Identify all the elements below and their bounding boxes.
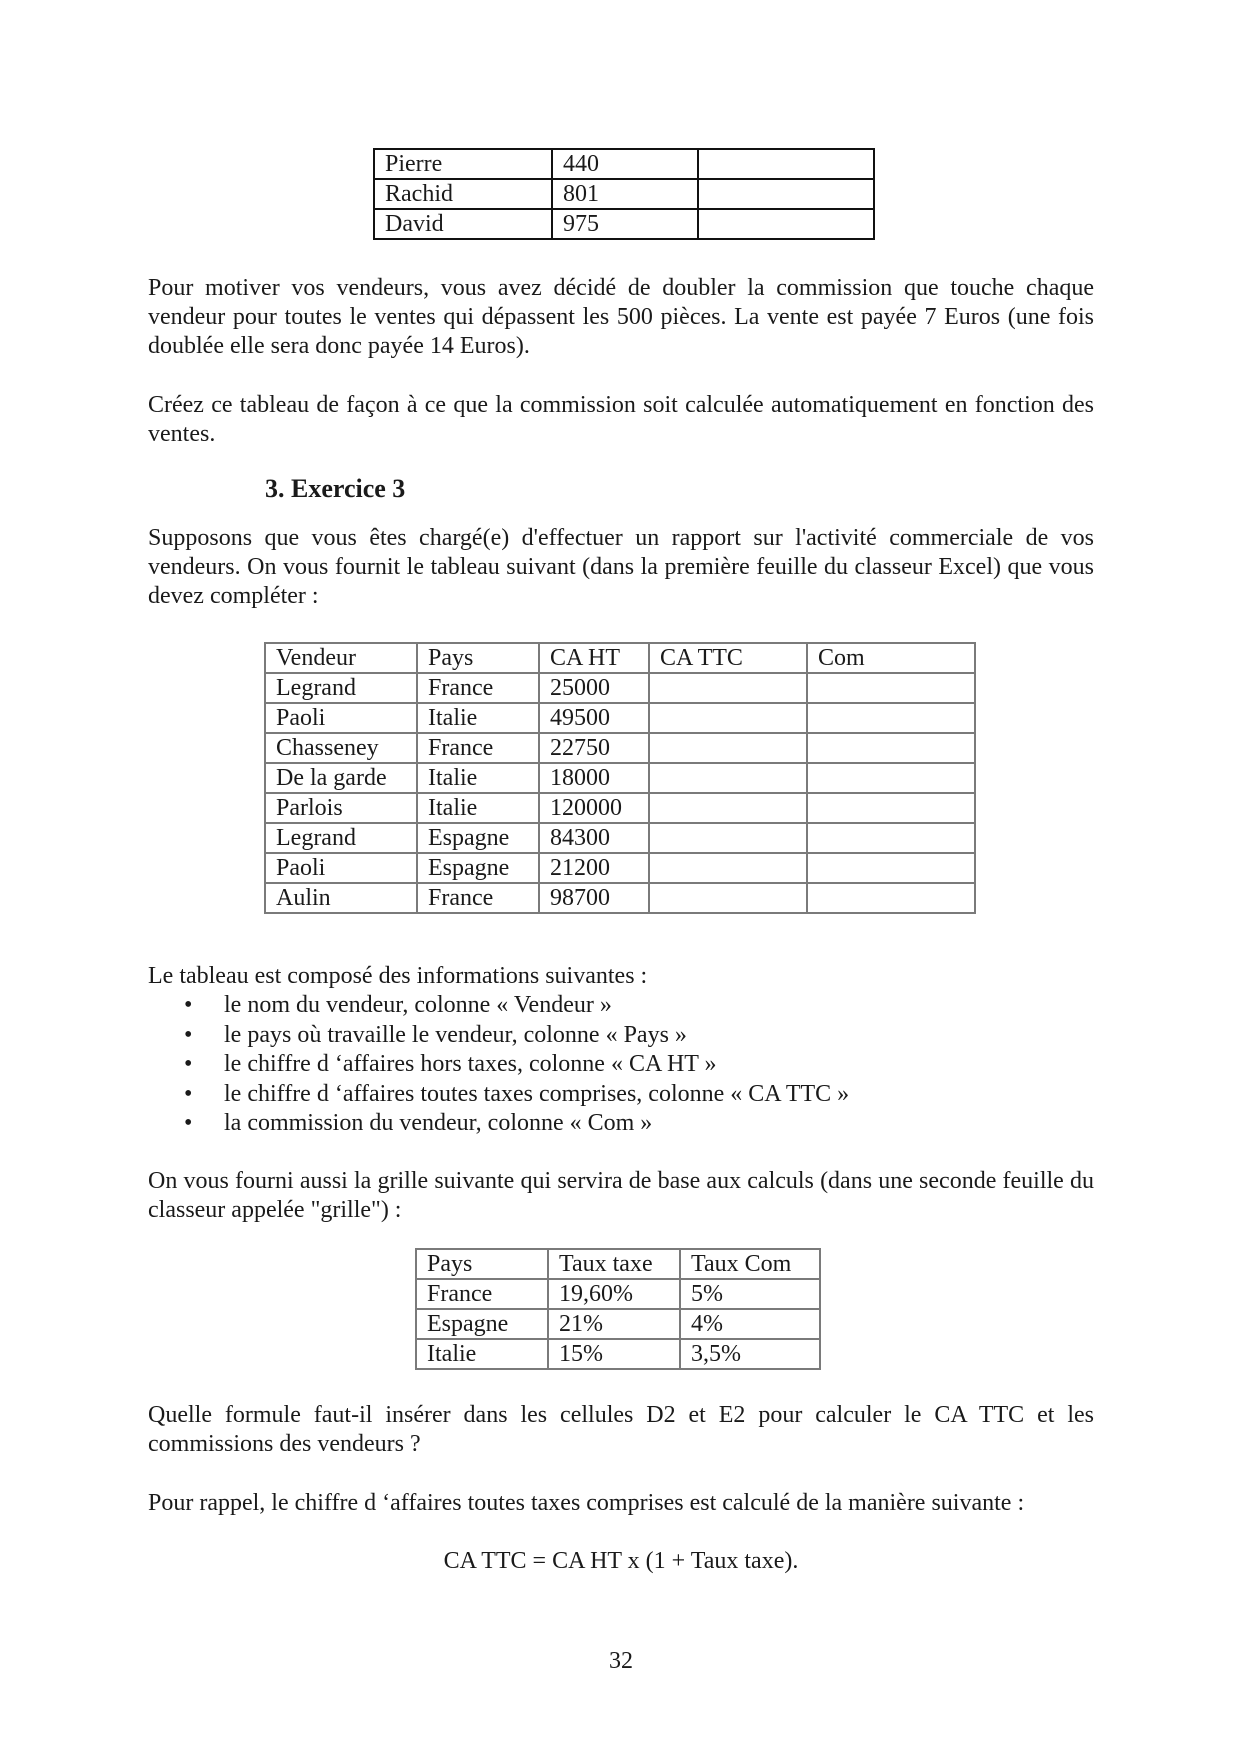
paragraph-motivation: Pour motiver vos vendeurs, vous avez décidé de doubler la commission que touche chaque vendeur pour toutes le ventes qui dépassent les 500 pièces. La vente est payée 7 Euros (une fois doublée elle sera donc payée 14 Euros). <box>148 275 1094 359</box>
table-cell: 49500 <box>539 703 649 733</box>
bullet-icon: • <box>184 1021 193 1048</box>
table-row <box>374 179 874 209</box>
page-number: 32 <box>609 1648 633 1674</box>
table-cell <box>807 883 975 913</box>
bullet-icon: • <box>184 1080 193 1107</box>
table-cell <box>649 763 807 793</box>
table-cell <box>807 673 975 703</box>
table-cell: Aulin <box>265 883 417 913</box>
table-row <box>265 733 975 763</box>
formula: CA TTC = CA HT x (1 + Taux taxe). <box>443 1548 799 1574</box>
table-row <box>265 883 975 913</box>
table-cell: Chasseney <box>265 733 417 763</box>
table-cell <box>649 823 807 853</box>
table-cell <box>698 149 874 179</box>
table-cell: Italie <box>417 703 539 733</box>
table-cell: 22750 <box>539 733 649 763</box>
paragraph-grille: On vous fourni aussi la grille suivante qui servira de base aux calculs (dans une seconde feuille du classeur appelée "grille") : <box>148 1168 1094 1223</box>
bullet-icon: • <box>184 992 193 1018</box>
list-item: • la commission du vendeur, colonne « Com » <box>148 1109 1094 1139</box>
grille-table <box>415 1248 821 1370</box>
paragraph-composition: Le tableau est composé des informations suivantes : <box>148 963 648 989</box>
table-cell: 84300 <box>539 823 649 853</box>
table-row <box>374 149 874 179</box>
table-row <box>265 823 975 853</box>
table-cell: France <box>416 1279 548 1309</box>
table-cell <box>807 703 975 733</box>
paragraph-rappel: Pour rappel, le chiffre d ‘affaires toutes taxes comprises est calculé de la manière suivante : <box>148 1490 1025 1516</box>
table-cell: 25000 <box>539 673 649 703</box>
table-cell <box>807 823 975 853</box>
table-cell <box>649 883 807 913</box>
table-cell <box>807 733 975 763</box>
table-row <box>265 763 975 793</box>
table-cell: 4% <box>680 1309 820 1339</box>
table-cell <box>807 763 975 793</box>
table-row <box>265 673 975 703</box>
table-row <box>265 793 975 823</box>
column-header: Pays <box>416 1249 548 1279</box>
table-cell: 21% <box>548 1309 680 1339</box>
column-header: Taux Com <box>680 1249 820 1279</box>
table-row <box>374 209 874 239</box>
table-cell: Legrand <box>265 673 417 703</box>
table-cell: Rachid <box>374 179 552 209</box>
table-row <box>265 853 975 883</box>
table-cell <box>698 209 874 239</box>
table-row <box>416 1309 820 1339</box>
table-cell: Paoli <box>265 703 417 733</box>
table-cell: 19,60% <box>548 1279 680 1309</box>
sales-table <box>373 148 875 240</box>
table-cell: 21200 <box>539 853 649 883</box>
section-title: 3. Exercice 3 <box>265 474 406 503</box>
table-cell: 5% <box>680 1279 820 1309</box>
table-cell: Italie <box>416 1339 548 1369</box>
table-cell: 801 <box>552 179 698 209</box>
table-cell: France <box>417 673 539 703</box>
table-cell <box>649 733 807 763</box>
table-cell <box>649 703 807 733</box>
bullet-icon: • <box>184 1110 193 1136</box>
bullet-list <box>148 991 1094 1139</box>
table-cell: 120000 <box>539 793 649 823</box>
table-cell <box>698 179 874 209</box>
table-header-row <box>265 643 975 673</box>
column-header: CA TTC <box>649 643 807 673</box>
table-cell: Parlois <box>265 793 417 823</box>
table-cell <box>649 793 807 823</box>
table-cell: 18000 <box>539 763 649 793</box>
table-cell: Italie <box>417 763 539 793</box>
column-header: Taux taxe <box>548 1249 680 1279</box>
table-row <box>416 1279 820 1309</box>
table-row <box>416 1339 820 1369</box>
paragraph-intro: Supposons que vous êtes chargé(e) d'effectuer un rapport sur l'activité commerciale de vos vendeurs. On vous fournit le tableau suivant (dans la première feuille du classeur Excel) que vous devez compléter : <box>148 525 1094 609</box>
table-cell: Espagne <box>417 853 539 883</box>
table-cell: Pierre <box>374 149 552 179</box>
table-cell <box>649 673 807 703</box>
list-item: • le pays où travaille le vendeur, colonne « Pays » <box>148 1021 1094 1051</box>
list-item: • le chiffre d ‘affaires toutes taxes comprises, colonne « CA TTC » <box>148 1080 1094 1110</box>
table-cell: 3,5% <box>680 1339 820 1369</box>
table-cell <box>807 853 975 883</box>
table-cell: 440 <box>552 149 698 179</box>
table-cell: 98700 <box>539 883 649 913</box>
table-cell: Espagne <box>417 823 539 853</box>
column-header: CA HT <box>539 643 649 673</box>
column-header: Pays <box>417 643 539 673</box>
vendors-table <box>264 642 976 914</box>
table-header-row <box>416 1249 820 1279</box>
paragraph-create-table: Créez ce tableau de façon à ce que la commission soit calculée automatiquement en fonction des ventes. <box>148 392 1094 447</box>
table-cell: Paoli <box>265 853 417 883</box>
table-cell: Italie <box>417 793 539 823</box>
table-cell <box>649 853 807 883</box>
table-cell: Legrand <box>265 823 417 853</box>
paragraph-question: Quelle formule faut-il insérer dans les cellules D2 et E2 pour calculer le CA TTC et les commissions des vendeurs ? <box>148 1402 1094 1457</box>
column-header: Com <box>807 643 975 673</box>
table-cell: 975 <box>552 209 698 239</box>
table-cell: France <box>417 733 539 763</box>
list-item: • le chiffre d ‘affaires hors taxes, colonne « CA HT » <box>148 1050 1094 1080</box>
table-cell <box>807 793 975 823</box>
bullet-icon: • <box>184 1051 193 1077</box>
table-cell: David <box>374 209 552 239</box>
column-header: Vendeur <box>265 643 417 673</box>
list-item: • le nom du vendeur, colonne « Vendeur » <box>148 991 1094 1021</box>
table-cell: 15% <box>548 1339 680 1369</box>
table-cell: France <box>417 883 539 913</box>
table-cell: De la garde <box>265 763 417 793</box>
table-cell: Espagne <box>416 1309 548 1339</box>
table-row <box>265 703 975 733</box>
